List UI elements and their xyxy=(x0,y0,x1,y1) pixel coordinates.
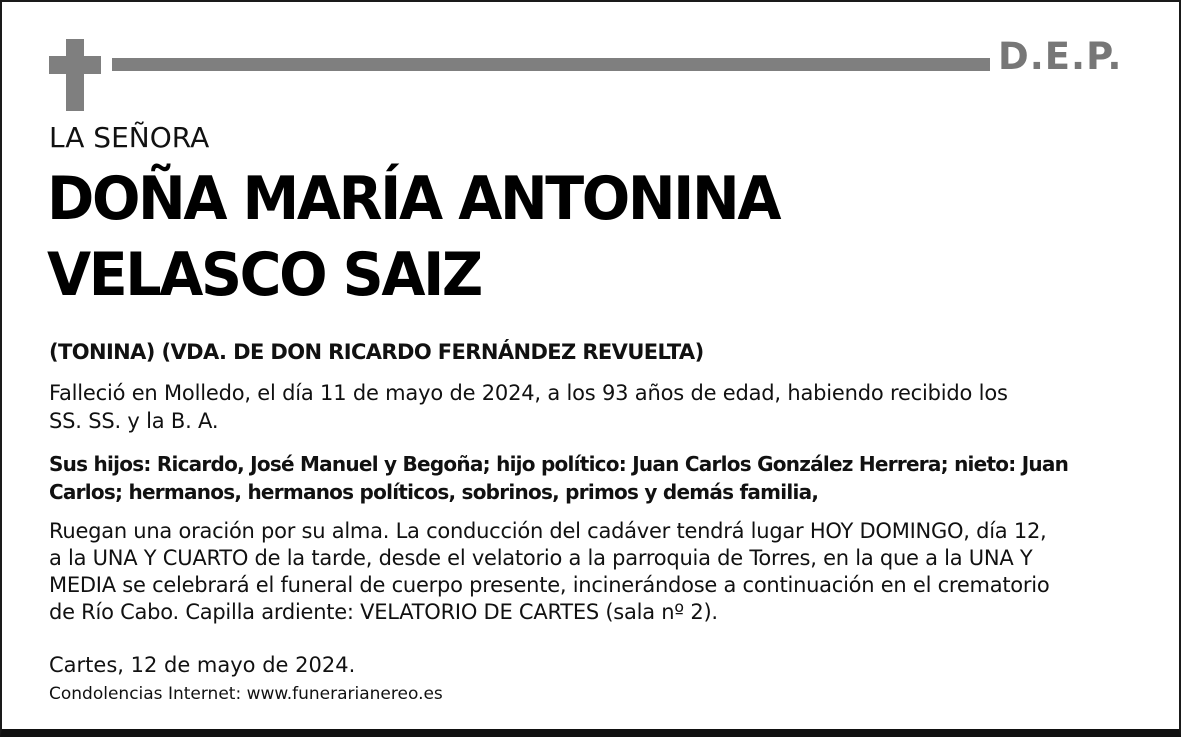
death-line: Falleció en Molledo, el día 11 de mayo de 2024, a los 93 años de edad, habiendo recibido los xyxy=(49,381,1008,405)
alias-line: (TONINA) (VDA. DE DON RICARDO FERNÁNDEZ REVUELTA) xyxy=(49,340,704,364)
honorific: LA SEÑORA xyxy=(49,121,210,154)
service-line: Ruegan una oración por su alma. La conducción del cadáver tendrá lugar HOY DOMINGO, día 12, xyxy=(49,519,1047,543)
condolences-line: Condolencias Internet: www.funerarianereo.es xyxy=(49,684,443,704)
death-line: SS. SS. y la B. A. xyxy=(49,409,219,433)
service-line: de Río Cabo. Capilla ardiente: VELATORIO DE CARTES (sala nº 2). xyxy=(49,600,718,624)
place-date: Cartes, 12 de mayo de 2024. xyxy=(49,653,356,677)
service-line: a la UNA Y CUARTO de la tarde, desde el velatorio a la parroquia de Torres, en la que a la UNA Y xyxy=(49,546,1033,570)
family-line: Sus hijos: Ricardo, José Manuel y Begoña; hijo político: Juan Carlos González Herrera; nieto: Juan xyxy=(49,452,1069,476)
death-paragraph xyxy=(49,379,1139,435)
service-line: MEDIA se celebrará el funeral de cuerpo presente, incinerándose a continuación en el crematorio xyxy=(49,573,1050,597)
family-paragraph xyxy=(49,450,1139,506)
header-rule xyxy=(112,58,990,71)
family-line: Carlos; hermanos, hermanos políticos, sobrinos, primos y demás familia, xyxy=(49,480,819,504)
name-line-1: DOÑA MARÍA ANTONINA xyxy=(47,164,780,234)
name-line-2: VELASCO SAIZ xyxy=(47,240,481,310)
dep-label: D.E.P. xyxy=(998,35,1123,78)
deceased-name xyxy=(47,164,780,310)
service-paragraph xyxy=(49,518,1149,626)
cross-icon xyxy=(49,39,101,111)
